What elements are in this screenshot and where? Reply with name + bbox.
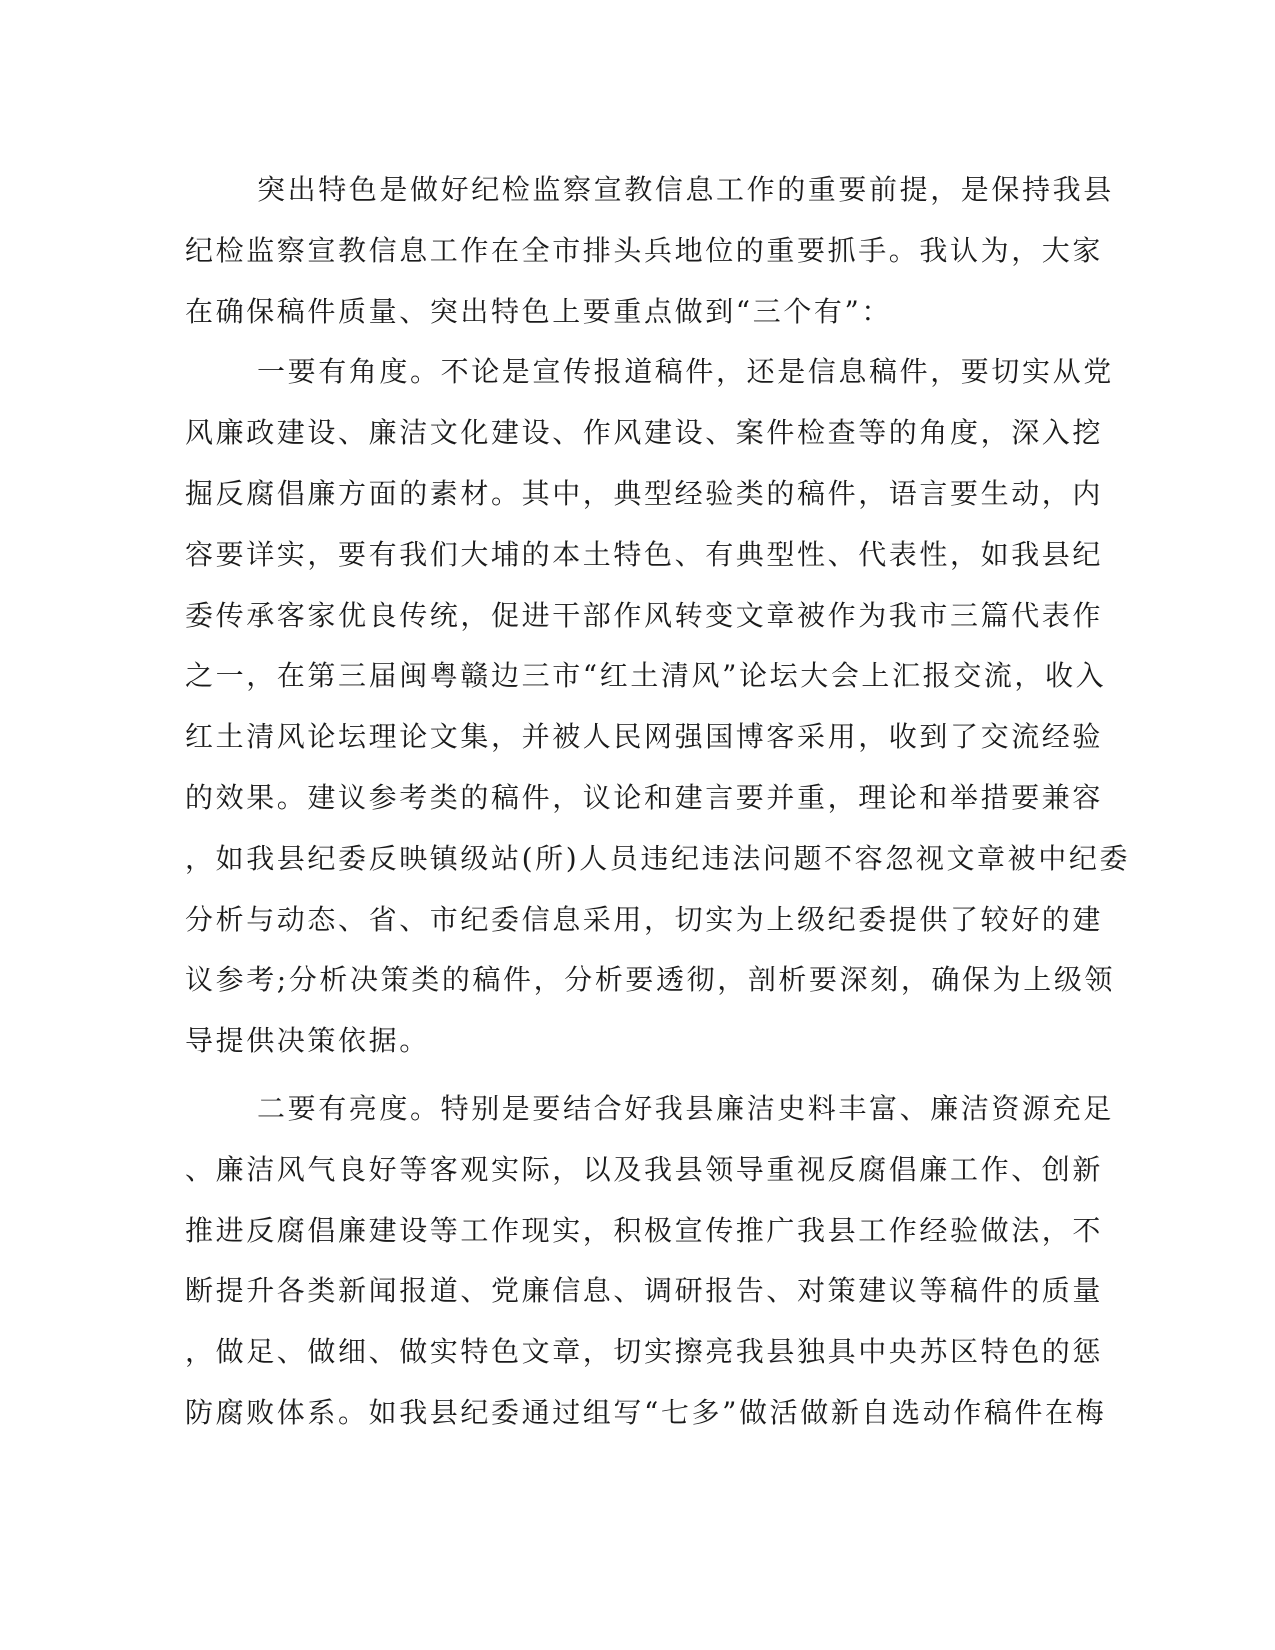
paragraph-2-line-8: 的效果。建议参考类的稿件，议论和建言要并重，理论和举措要兼容	[185, 780, 1104, 814]
paragraph-2-line-1: 一要有角度。不论是宣传报道稿件，还是信息稿件，要切实从党	[257, 355, 1114, 389]
paragraph-3-line-3: 推进反腐倡廉建设等工作现实，积极宣传推广我县工作经验做法，不	[185, 1213, 1104, 1247]
paragraph-1-line-1: 突出特色是做好纪检监察宣教信息工作的重要前提，是保持我县	[257, 173, 1114, 206]
paragraph-2-line-7: 红土清风论坛理论文集，并被人民网强国博客采用，收到了交流经验	[185, 720, 1104, 754]
paragraph-2-line-11: 议参考;分析决策类的稿件，分析要透彻，剖析要深刻，确保为上级领	[185, 963, 1116, 997]
paragraph-3-line-1: 二要有亮度。特别是要结合好我县廉洁史料丰富、廉洁资源充足	[257, 1091, 1114, 1125]
paragraph-2-line-5: 委传承客家优良传统，促进干部作风转变文章被作为我市三篇代表作	[185, 598, 1104, 632]
paragraph-2-line-12: 导提供决策依据。	[185, 1024, 430, 1058]
paragraph-3-line-6: 防腐败体系。如我县纪委通过组写“七多”做活做新自选动作稿件在梅	[185, 1395, 1107, 1429]
paragraph-2-line-2: 风廉政建设、廉洁文化建设、作风建设、案件检查等的角度，深入挖	[185, 416, 1104, 450]
paragraph-2-line-4: 容要详实，要有我们大埔的本土特色、有典型性、代表性，如我县纪	[185, 537, 1104, 571]
paragraph-1-line-3: 在确保稿件质量、突出特色上要重点做到“三个有”：	[185, 294, 893, 328]
paragraph-2-line-9: ，如我县纪委反映镇级站(所)人员违纪违法问题不容忽视文章被中纪委	[185, 841, 1131, 875]
paragraph-3-line-5: ，做足、做细、做实特色文章，切实擦亮我县独具中央苏区特色的惩	[185, 1335, 1104, 1369]
paragraph-2-line-10: 分析与动态、省、市纪委信息采用，切实为上级纪委提供了较好的建	[185, 902, 1104, 936]
body-text	[185, 160, 1131, 1444]
paragraph-2-line-6: 之一，在第三届闽粤赣边三市“红土清风”论坛大会上汇报交流，收入	[185, 659, 1107, 693]
paragraph-3-line-4: 断提升各类新闻报道、党廉信息、调研报告、对策建议等稿件的质量	[185, 1274, 1104, 1308]
paragraph-1-line-2: 纪检监察宣教信息工作在全市排头兵地位的重要抓手。我认为，大家	[185, 233, 1104, 267]
paragraph-3-line-2: 、廉洁风气良好等客观实际，以及我县领导重视反腐倡廉工作、创新	[185, 1152, 1104, 1186]
paragraph-2-line-3: 掘反腐倡廉方面的素材。其中，典型经验类的稿件，语言要生动，内	[185, 476, 1104, 510]
